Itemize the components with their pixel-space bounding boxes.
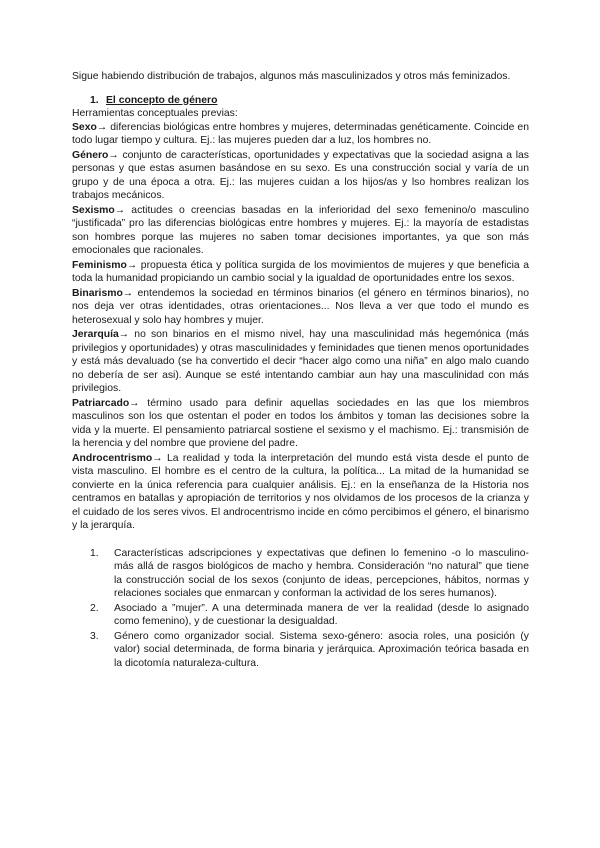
definition-feminismo — [72, 259, 529, 286]
definition-text: La realidad y toda la interpretación del mundo está vista desde el punto de vista masculino. El hombre es el centro de la cultura, la política... La mitad de la humanidad se convierte en la única referencia para cualquier análisis. Ej.: en la enseñanza de la Historia nos centramos en batallas y apropiación de territorios y nos olvidamos de los procesos de la crianza y el cuidado de los seres vivos. El androcentrismo incide en cómo percibimos el género, el binarismo y la jerarquía. — [72, 452, 529, 531]
list-item — [72, 602, 529, 629]
definition-sexismo — [72, 204, 529, 258]
definition-term: Androcentrismo→ — [72, 452, 163, 464]
list-item-number: 2. — [90, 602, 99, 614]
list-item — [72, 630, 529, 671]
definition-text: actitudes o creencias basadas en la inferioridad del sexo femenino/o masculino “justificada” pro las diferencias biológicas entre hombres y mujeres. Ej.: la mayoría de estadistas son hombres porque las mujeres no saben tomar decisiones importantes, ya que son más emocionales que racionales. — [72, 204, 529, 256]
definition-text: conjunto de características, oportunidades y expectativas que la sociedad asigna a las personas y que estas asumen basándose en su sexo. Es una construcción social y varía de un grupo y de una época a otra. Ej.: las mujeres cuidan a los hijos/as y lso hombres realizan los trabajos mecánicos. — [72, 149, 529, 201]
definition-patriarcado — [72, 397, 529, 451]
definition-text: entendemos la sociedad en términos binarios (el género en términos binarios), no nos deja ver otras identidades, otras orientaciones... Nos lleva a ver que todo el mundo es heterosexual y solo hay hombres y mujer. — [72, 287, 529, 326]
definition-term: Jerarquía→ — [72, 329, 130, 340]
definition-text: propuesta ética y política surgida de los movimientos de mujeres y que beneficia a toda la humanidad propiciando un cambio social y la igualdad de oportunidades entre los sexos. — [72, 259, 529, 284]
definition-term: Sexismo→ — [72, 204, 126, 216]
definition-term: Género→ — [72, 149, 119, 161]
definition-androcentrismo — [72, 452, 529, 533]
definition-term: Sexo→ — [72, 121, 108, 133]
definition-sexo — [72, 121, 529, 148]
list-item-text: Asociado a ”mujer”. A una determinada manera de ver la realidad (desde lo asignado como femenino), y de cuestionar la desigualdad. — [114, 602, 529, 627]
definition-genero — [72, 149, 529, 203]
definition-term: Feminismo→ — [72, 259, 138, 271]
definition-binarismo — [72, 287, 529, 328]
section-heading — [90, 94, 529, 108]
list-item-text: Género como organizador social. Sistema sexo-género: asocia roles, una posición (y valor) social determinada, de forma binaria y jerárquica. Aproximación teórica basada en la dicotomía naturaleza-cultura. — [114, 630, 529, 669]
numbered-list — [72, 547, 529, 671]
definition-jerarquia — [72, 328, 529, 396]
definition-term: Binarismo→ — [72, 287, 134, 299]
definition-term: Patriarcado→ — [72, 397, 140, 409]
intro-paragraph: Sigue habiendo distribución de trabajos, algunos más masculinizados y otros más feminizados. — [72, 71, 511, 82]
section-number: 1. — [90, 94, 99, 106]
list-item — [72, 547, 529, 601]
list-item-number: 3. — [90, 630, 99, 642]
list-item-number: 1. — [90, 547, 99, 559]
definition-text: diferencias biológicas entre hombres y mujeres, determinadas genéticamente. Coincide en todo lugar tiempo y cultura. Ej.: las mujeres pueden dar a luz, los hombres no. — [72, 121, 529, 146]
section-subtitle: Herramientas conceptuales previas: — [72, 108, 238, 119]
list-item-text: Características adscripciones y expectativas que definen lo femenino -o lo masculino- más allá de rasgos biológicos de macho y hembra. Consideración “no natural” que tiene la construcción social de los sexos (conjunto de ideas, percepciones, hábitos, normas y relaciones sociales que enmarcan y conforman la actividad de los seres humanos). — [114, 547, 529, 599]
definition-text: término usado para definir aquellas sociedades en las que los miembros masculinos son los que ostentan el poder en todos los ámbitos y toman las decisiones sobre la vida y la muerte. El pensamiento patriarcal sostiene el sexismo y el machismo. Ej.: transmisión de la herencia y del nombre que proviene del padre. — [72, 397, 529, 449]
page-content — [72, 70, 529, 671]
section-title: El concepto de género — [106, 94, 218, 106]
definition-text: no son binarios en el mismo nivel, hay una masculinidad más hegemónica (más privilegios y oportunidades) y otras masculinidades y feminidades que tienen menos oportunidades y está más devaluado (se ha convertido el decir “hacer algo como una niña” en algo malo cuando no debería de ser asi). Aunque se esté intentando cambiar aun hay una masculinidad con más privilegios. — [72, 329, 529, 394]
